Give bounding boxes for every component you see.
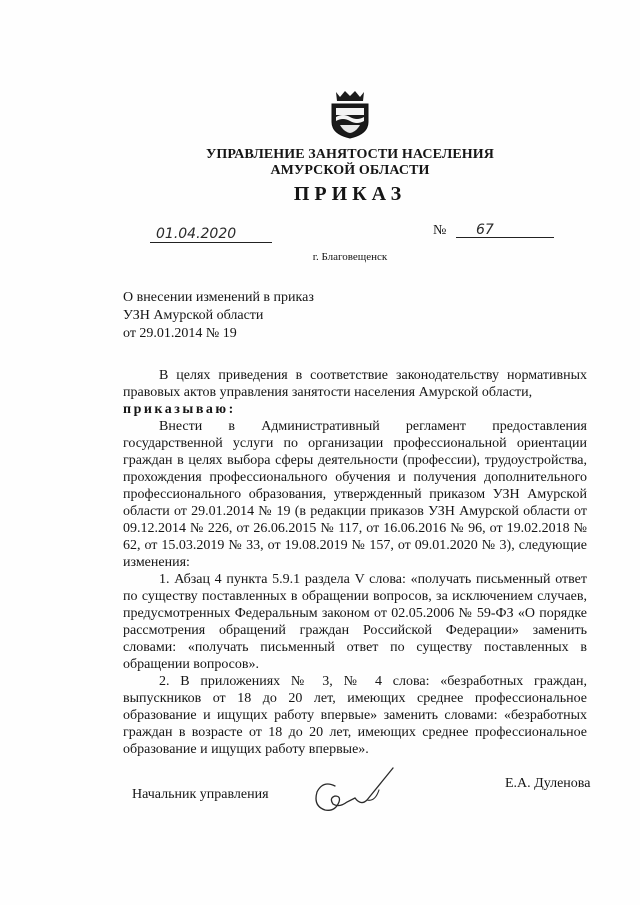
organization-region: АМУРСКОЙ ОБЛАСТИ: [270, 163, 430, 178]
subject-line: от 29.01.2014 № 19: [123, 326, 237, 341]
subject-line: УЗН Амурской области: [123, 308, 264, 323]
document-title: ПРИКАЗ: [293, 183, 407, 205]
item-1-paragraph: 1. Абзац 4 пункта 5.9.1 раздела V слова: «получать письменный ответ по существу поставленных в обращении вопросов, за исключением случаев, предусмотренных Федеральным законом от 02.05.2006 № 59-ФЗ «О порядке рассмотрения обращений граждан Российской Федерации» заменить словами: «получать письменный ответ по существу поставленных в обращении вопросов».: [123, 572, 587, 672]
item-2-paragraph: 2. В приложениях № 3, № 4 слова: «безработных граждан, выпускников от 18 до 20 лет, имеющих среднее профессиональное образование и ищущих работу впервые» заменить словами: «безработных граждан в возрасте от 18 до 20 лет, имеющих среднее профессиональное образование и ищущих работу впервые».: [123, 674, 587, 757]
order-number: 67: [456, 222, 554, 238]
organization-name: УПРАВЛЕНИЕ ЗАНЯТОСТИ НАСЕЛЕНИЯ: [205, 147, 494, 162]
city: г. Благовещенск: [312, 251, 388, 263]
handwritten-signature-icon: [305, 762, 400, 824]
coat-of-arms-icon: [328, 88, 372, 140]
preamble-paragraph: В целях приведения в соответствие законодательству нормативных правовых актов управления занятости населения Амурской области,: [123, 368, 587, 400]
order-date: 01.04.2020: [150, 226, 272, 243]
order-word: приказываю:: [123, 402, 236, 417]
order-number-label: №: [433, 223, 447, 238]
order-body: [123, 367, 587, 758]
signatory-name: Е.А. Дуленова: [505, 776, 591, 791]
subject-line: О внесении изменений в приказ: [123, 290, 314, 305]
intro-paragraph: Внести в Административный регламент предоставления государственной услуги по организации профессиональной ориентации граждан в целях выбора сферы деятельности (профессии), трудоустройства, прохождения профессионального обучения и получения дополнительного профессионального образования, утвержденный приказом УЗН Амурской области от 29.01.2014 № 19 (в редакции приказов УЗН Амурской области от 09.12.2014 № 226, от 26.06.2015 № 117, от 16.06.2016 № 96, от 19.02.2018 № 62, от 15.03.2019 № 33, от 19.08.2019 № 157, от 09.01.2020 № 3), следующие изменения:: [123, 419, 587, 570]
signatory-position: Начальник управления: [132, 787, 269, 802]
order-subject: [123, 289, 314, 343]
